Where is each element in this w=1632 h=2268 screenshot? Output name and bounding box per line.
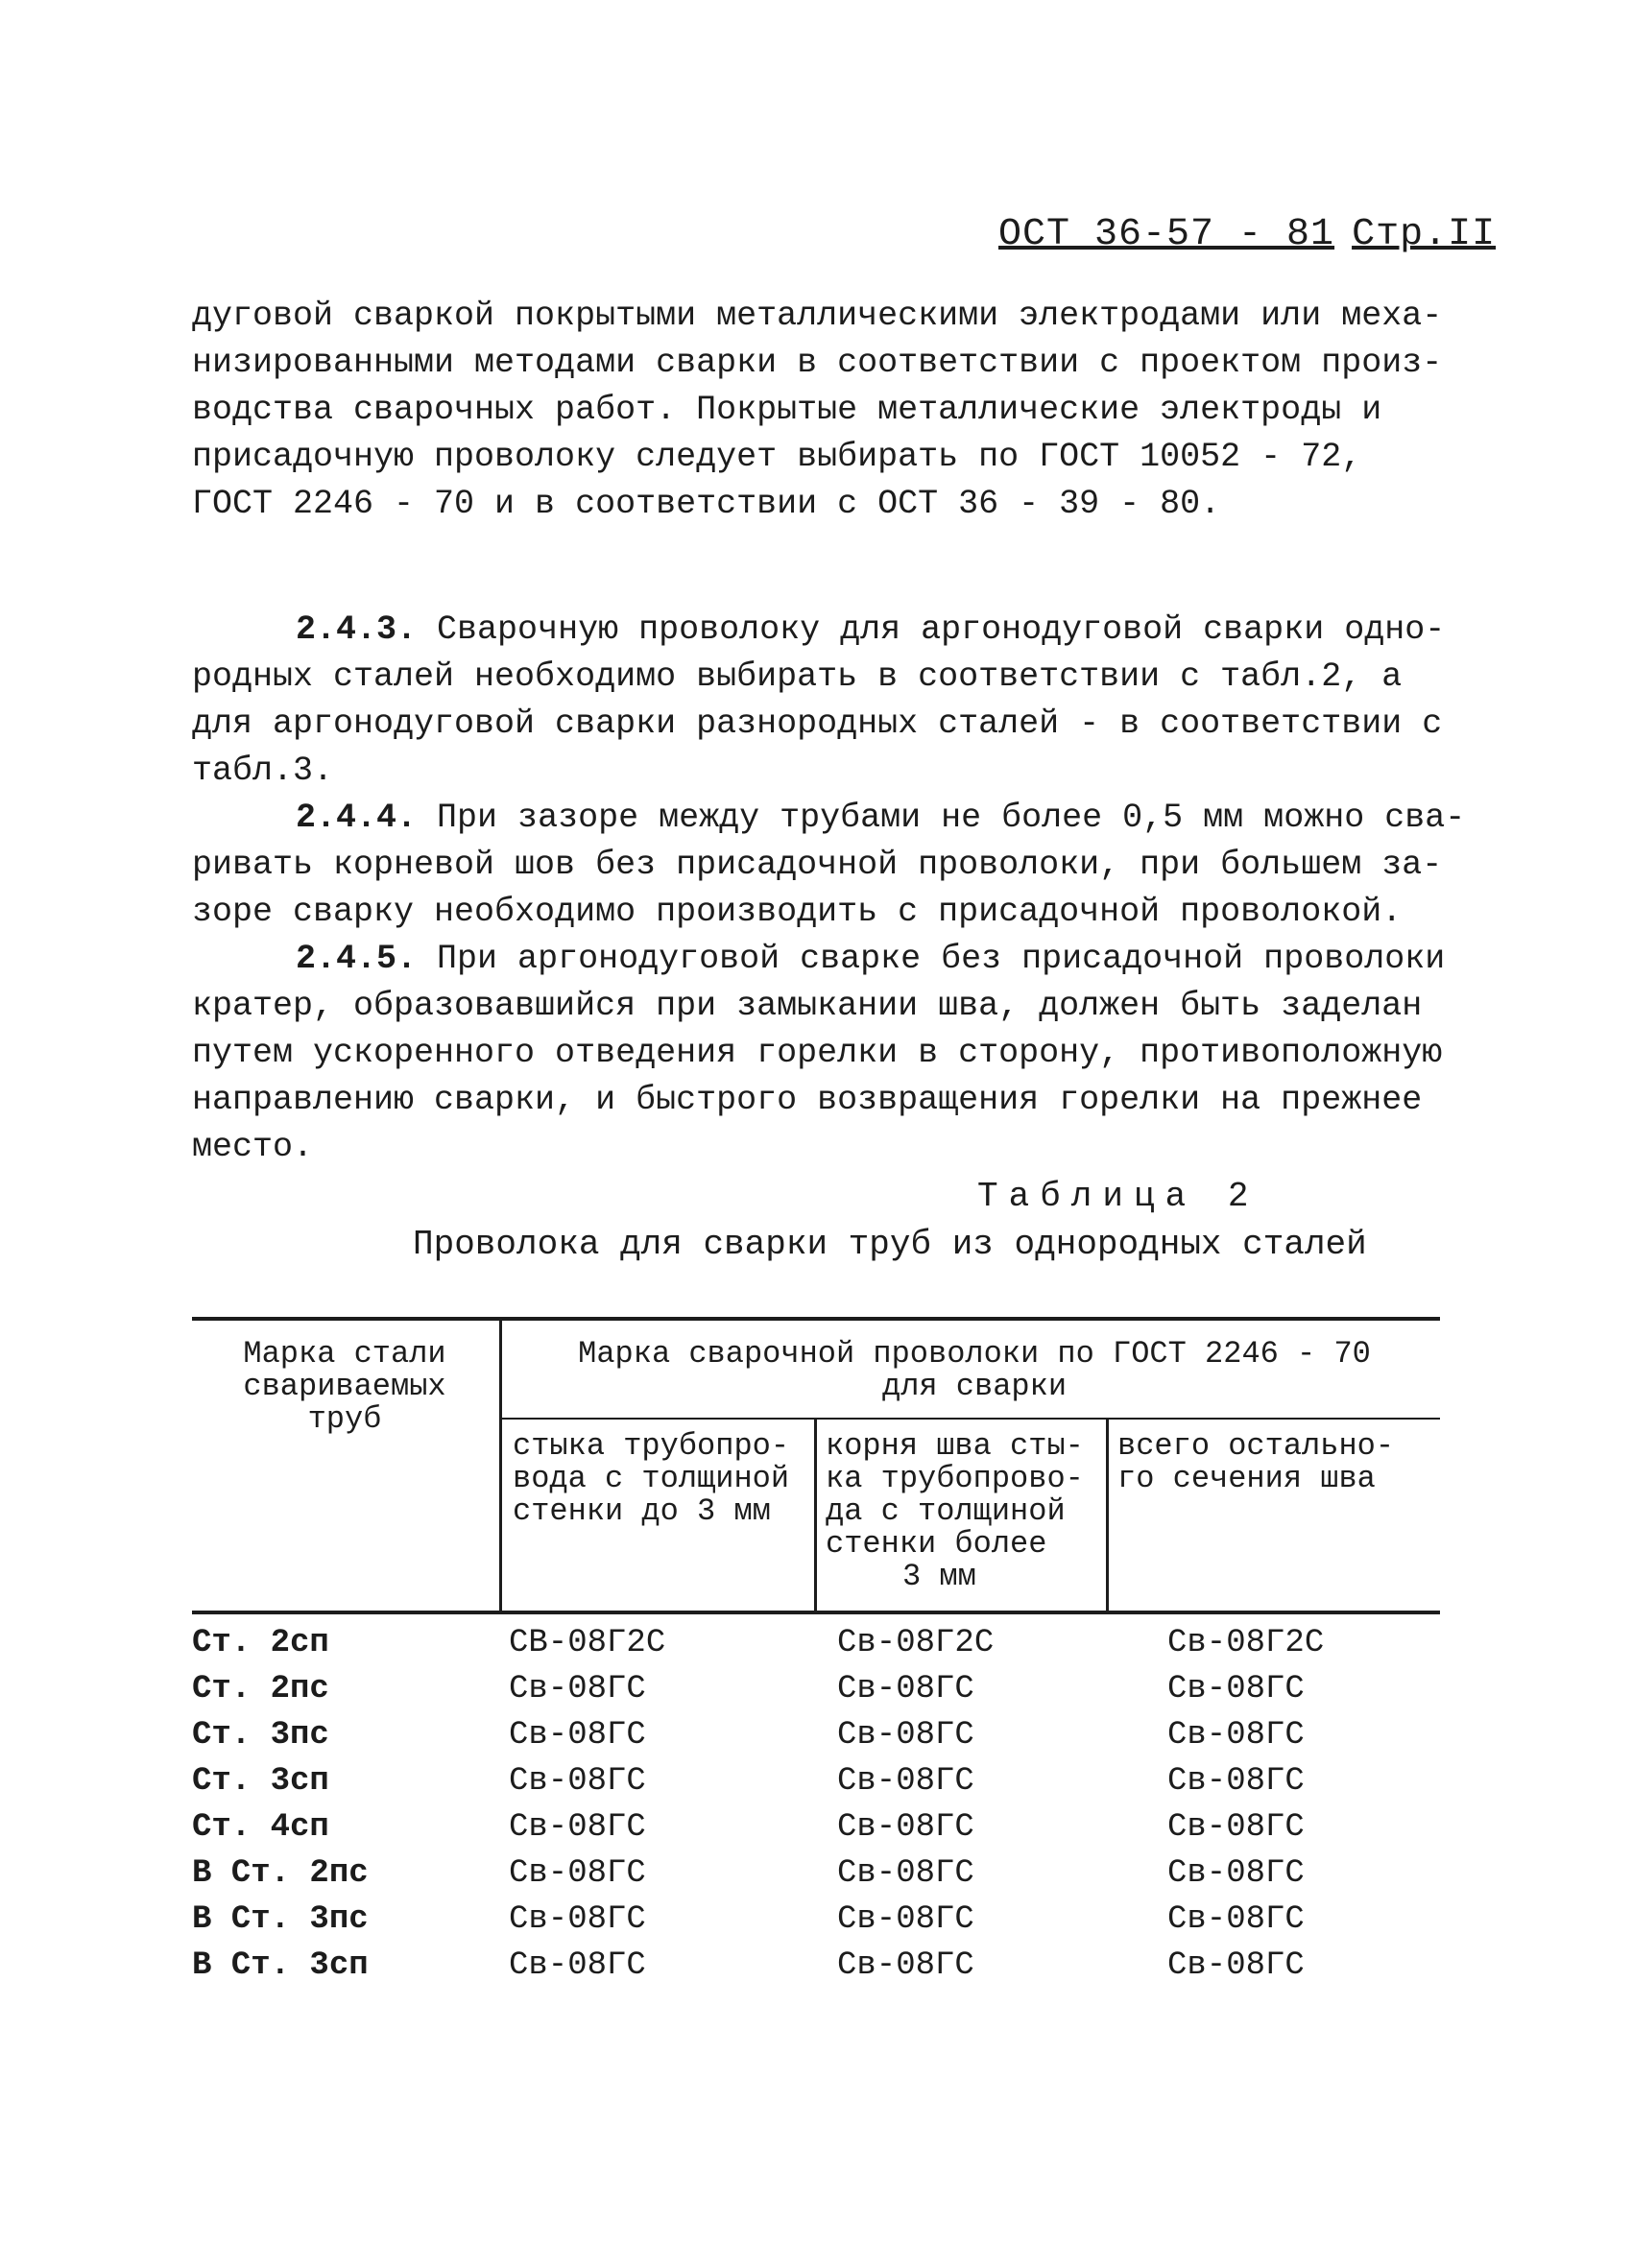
page-number: Стр.II [1352, 213, 1497, 256]
wire-remaining: Св-08ГС [1167, 1855, 1305, 1892]
wire-remaining: Св-08ГС [1167, 1947, 1305, 1984]
text-line: кратер, образовавшийся при замыкании шва, должен быть заделан [192, 987, 1423, 1025]
wire-root: Св-08ГС [837, 1947, 974, 1984]
clause-number: 2.4.5. [296, 940, 418, 978]
clause-2-4-3 [192, 607, 1446, 795]
text-line: ривать корневой шов без присадочной проволоки, при большем за- [192, 846, 1443, 884]
header-root-seam-thick-wall: корня шва сты- ка трубопрово- да с толщиной стенки более 3 мм [826, 1428, 1084, 1594]
document-number: ОСТ 36-57 - 81 [998, 213, 1335, 256]
text-line: При зазоре между трубами не более 0,5 мм можно сва- [437, 799, 1466, 837]
clause-2-4-5 [192, 936, 1446, 1171]
steel-grade: Ст. 2сп [192, 1625, 329, 1661]
wire-joint: Св-08ГС [509, 1947, 646, 1984]
wire-remaining: Св-08ГС [1167, 1717, 1305, 1754]
table-vertical-rule [499, 1319, 502, 1611]
text-line: Сварочную проволоку для аргонодуговой сварки одно- [437, 610, 1446, 649]
text-line: табл.3. [192, 752, 334, 790]
table-row [192, 1625, 1440, 1671]
table-header-rule [192, 1611, 1440, 1614]
text-line: путем ускоренного отведения горелки в сторону, противоположную [192, 1034, 1443, 1072]
header-joint-thin-wall: стыка трубопро- вода с толщиной стенки до 3 мм [513, 1428, 790, 1529]
wire-remaining: Св-08ГС [1167, 1671, 1305, 1707]
steel-grade: В Ст. 2пс [192, 1855, 369, 1892]
wire-root: Св-08ГС [837, 1671, 974, 1707]
steel-grade: Ст. 4сп [192, 1809, 329, 1846]
wire-root: Св-08Г2С [837, 1625, 995, 1661]
text-line: присадочную проволоку следует выбирать по ГОСТ 10052 - 72, [192, 438, 1362, 476]
table-vertical-rule [1106, 1419, 1109, 1611]
table-row [192, 1855, 1440, 1901]
wire-root: Св-08ГС [837, 1855, 974, 1892]
text-line: низированными методами сварки в соответствии с проектом произ- [192, 344, 1443, 382]
text-line: зоре сварку необходимо производить с присадочной проволокой. [192, 893, 1403, 931]
wire-remaining: Св-08Г2С [1167, 1625, 1325, 1661]
wire-root: Св-08ГС [837, 1809, 974, 1846]
text-line: При аргонодуговой сварке без присадочной проволоки [437, 940, 1446, 978]
clause-number: 2.4.4. [296, 799, 418, 837]
table-row [192, 1717, 1440, 1763]
text-line: водства сварочных работ. Покрытые металлические электроды и [192, 391, 1382, 429]
table-vertical-rule [814, 1419, 817, 1611]
wire-root: Св-08ГС [837, 1717, 974, 1754]
wire-joint: Св-08ГС [509, 1763, 646, 1800]
paragraph-continuation [192, 293, 1443, 528]
table-top-rule [192, 1317, 1440, 1321]
wire-joint: Св-08ГС [509, 1671, 646, 1707]
wire-joint: Св-08ГС [509, 1855, 646, 1892]
text-line: место. [192, 1128, 314, 1166]
header-steel-grade: Марка стали свариваемых труб [243, 1336, 446, 1437]
wire-joint: Св-08ГС [509, 1901, 646, 1938]
table-row [192, 1809, 1440, 1855]
table-row [192, 1763, 1440, 1809]
clause-number: 2.4.3. [296, 610, 418, 649]
steel-grade: Ст. 3сп [192, 1763, 329, 1800]
wire-remaining: Св-08ГС [1167, 1763, 1305, 1800]
wire-joint: СВ-08Г2С [509, 1625, 666, 1661]
steel-grade: В Ст. 3пс [192, 1901, 369, 1938]
table-row [192, 1901, 1440, 1947]
wire-root: Св-08ГС [837, 1901, 974, 1938]
table-label: Таблица 2 [977, 1177, 1260, 1216]
steel-grade: Ст. 3пс [192, 1717, 329, 1754]
wire-remaining: Св-08ГС [1167, 1901, 1305, 1938]
text-line: родных сталей необходимо выбирать в соответствии с табл.2, а [192, 657, 1403, 696]
page-header [998, 213, 1513, 256]
wire-root: Св-08ГС [837, 1763, 974, 1800]
text-line: дуговой сваркой покрытыми металлическими электродами или меха- [192, 297, 1443, 335]
steel-grade: В Ст. 3сп [192, 1947, 369, 1984]
text-line: для аргонодуговой сварки разнородных сталей - в соответствии с [192, 704, 1443, 743]
wire-joint: Св-08ГС [509, 1809, 646, 1846]
header-remaining-section: всего остально- го сечения шва [1117, 1428, 1395, 1496]
clauses [192, 607, 1466, 1171]
table-row [192, 1947, 1440, 1993]
wire-joint: Св-08ГС [509, 1717, 646, 1754]
text-line: ГОСТ 2246 - 70 и в соответствии с ОСТ 36 - 39 - 80. [192, 485, 1221, 523]
table-subheader-rule [501, 1418, 1440, 1420]
header-wire-grade-group: Марка сварочной проволоки по ГОСТ 2246 - 70 для сварки [578, 1336, 1371, 1404]
wire-remaining: Св-08ГС [1167, 1809, 1305, 1846]
text-line: направлению сварки, и быстрого возвращения горелки на прежнее [192, 1081, 1423, 1119]
table-row [192, 1671, 1440, 1717]
table-title: Проволока для сварки труб из однородных сталей [413, 1225, 1367, 1264]
clause-2-4-4 [192, 795, 1466, 936]
steel-grade: Ст. 2пс [192, 1671, 329, 1707]
